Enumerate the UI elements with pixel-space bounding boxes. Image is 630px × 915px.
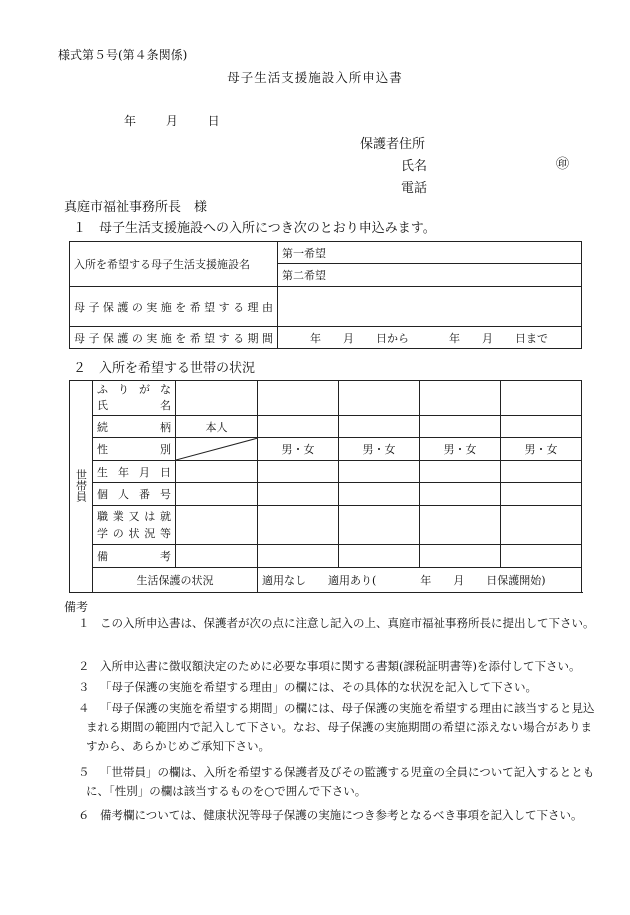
welfare-label: 生活保護の状況	[93, 568, 258, 593]
cell[interactable]	[501, 483, 582, 506]
sex-option[interactable]: 男・女	[258, 438, 339, 461]
guardian-phone-label: 電話	[401, 181, 428, 196]
cell[interactable]	[339, 483, 420, 506]
cell[interactable]	[258, 545, 339, 568]
second-choice-cell[interactable]: 第二希望	[278, 264, 582, 287]
cell[interactable]	[420, 381, 501, 416]
cell[interactable]	[176, 545, 258, 568]
sex-option[interactable]: 男・女	[420, 438, 501, 461]
remarks-label: 備考	[93, 545, 176, 568]
cell[interactable]	[176, 483, 258, 506]
diagonal-line	[176, 438, 258, 461]
guardian-address-label: 保護者住所	[360, 137, 426, 152]
welfare-value[interactable]: 適用なし 適用あり( 年 月 日保護開始)	[258, 568, 582, 593]
period-to: 年 月 日まで	[449, 331, 548, 345]
period-label: 母子保護の実施を希望する期間	[70, 327, 278, 349]
cell[interactable]	[258, 416, 339, 438]
cell[interactable]	[420, 545, 501, 568]
application-date: 年 月 日	[124, 114, 220, 128]
cell[interactable]	[339, 506, 420, 545]
occupation-label: 職業又は就 学の状況等	[93, 506, 176, 545]
birth-label: 生年月日	[93, 461, 176, 483]
page-title: 母子生活支援施設入所申込書	[227, 70, 403, 85]
facility-request-table	[69, 241, 582, 349]
cell[interactable]	[258, 506, 339, 545]
diagonal-cell	[176, 438, 258, 461]
reason-cell[interactable]	[278, 287, 582, 327]
seal-mark: ㊞	[556, 157, 570, 172]
note-item: ４ 「母子保護の実施を希望する期間」の欄には、母子保護の実施を希望する理由に該当すると見込まれる期間の範囲内で記入して下さい。なお、母子保護の実施期間の希望に添えない場合がありますから、あらかじめご承知下さい。	[78, 701, 595, 753]
sex-option[interactable]: 男・女	[501, 438, 582, 461]
cell[interactable]	[258, 483, 339, 506]
cell[interactable]	[501, 545, 582, 568]
id-number-label: 個人番号	[93, 483, 176, 506]
cell[interactable]	[501, 461, 582, 483]
cell[interactable]	[420, 416, 501, 438]
cell[interactable]	[258, 381, 339, 416]
first-choice-cell[interactable]: 第一希望	[278, 242, 582, 264]
furigana-name-label: ふりがな 氏名	[93, 381, 176, 416]
cell[interactable]	[420, 461, 501, 483]
note-item: ３ 「母子保護の実施を希望する理由」の欄には、その具体的な状況を記入して下さい。	[78, 680, 537, 694]
household-member-label: 世帯員	[70, 381, 93, 593]
guardian-name-label: 氏名	[401, 159, 428, 174]
note-item: ２ 入所申込書に徴収額決定のために必要な事項に関する書類(課税証明書等)を添付して下さい。	[78, 659, 581, 673]
cell[interactable]	[176, 506, 258, 545]
relation-label: 続柄	[93, 416, 176, 438]
cell[interactable]	[501, 416, 582, 438]
period-cell[interactable]	[278, 327, 582, 349]
period-from: 年 月 日から	[310, 331, 409, 345]
notes-heading: 備考	[64, 600, 89, 614]
cell[interactable]	[339, 381, 420, 416]
note-item: ５ 「世帯員」の欄は、入所を希望する保護者及びその監護する児童の全員について記入するとともに、「性別」の欄は該当するものを○で囲んで下さい。	[78, 765, 595, 798]
cell[interactable]	[176, 381, 258, 416]
cell[interactable]	[420, 506, 501, 545]
section1-heading: １ 母子生活支援施設への入所につき次のとおり申込みます。	[73, 221, 436, 236]
cell[interactable]	[501, 506, 582, 545]
note-item: ６ 備考欄については、健康状況等母子保護の実施につき参考となるべき事項を記入して下さい。	[78, 808, 583, 822]
addressee: 真庭市福祉事務所長 様	[64, 200, 208, 215]
facility-label: 入所を希望する母子生活支援施設名	[70, 242, 278, 287]
reason-label: 母子保護の実施を希望する理由	[70, 287, 278, 327]
cell[interactable]	[339, 461, 420, 483]
cell[interactable]	[501, 381, 582, 416]
self-cell: 本人	[176, 416, 258, 438]
note-item: １ この入所申込書は、保護者が次の点に注意し記入の上、真庭市福祉事務所長に提出して下さい。	[78, 616, 595, 630]
sex-option[interactable]: 男・女	[339, 438, 420, 461]
sex-label: 性別	[93, 438, 176, 461]
form-number: 様式第５号(第４条関係)	[58, 48, 188, 62]
cell[interactable]	[420, 483, 501, 506]
cell[interactable]	[339, 416, 420, 438]
cell[interactable]	[258, 461, 339, 483]
cell[interactable]	[339, 545, 420, 568]
household-table	[69, 380, 582, 593]
cell[interactable]	[176, 461, 258, 483]
section2-heading: ２ 入所を希望する世帯の状況	[73, 361, 256, 376]
